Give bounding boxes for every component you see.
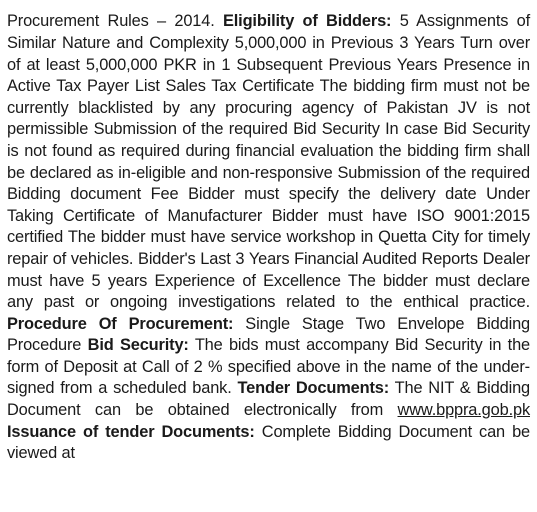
tender-documents-text: The NIT & Bidding Document can be obtained electronically from bbox=[7, 379, 531, 420]
tender-documents-heading: Tender Documents: bbox=[237, 379, 390, 398]
bid-security-text: The bids must accompany Bid Security in the form of Deposit at Call of 2 % specified above in the name of the under-signed from a scheduled bank. bbox=[7, 336, 530, 398]
bid-security-heading: Bid Security: bbox=[87, 336, 189, 355]
issuance-heading: Issuance of tender Documents: bbox=[7, 422, 255, 441]
rules-text: Procurement Rules – 2014. bbox=[7, 12, 215, 31]
notice-paragraph bbox=[7, 11, 530, 464]
issuance-text: Complete Bidding Document can be viewed at bbox=[7, 422, 531, 463]
procedure-heading: Procedure Of Procurement: bbox=[7, 314, 234, 333]
eligibility-heading: Eligibility of Bidders: bbox=[222, 12, 392, 31]
eligibility-text: 5 Assignments of Similar Nature and Complexity 5,000,000 in Previous 3 Years Turn over of at least 5,000,000 PKR in 1 Subsequent Previous Years Presence in Active Tax Payer List Sales Tax Certificate The bidding firm must not be currently blacklisted by any procuring agency of Pakistan JV is not permissible Submission of the required Bid Security In case Bid Security is not found as required during financial evaluation the bidding firm shall be declared as in-eligible and non-responsive Submission of the required Bidding document Fee Bidder must specify the delivery date Under Taking Certificate of Manufacturer Bidder must have ISO 9001:2015 certified The bidder must have service workshop in Quetta City for timely repair of vehicles. Bidder's Last 3 Years Financial Audited Reports Dealer must have 5 years Experience of Excellence The bidder must declare any past or ongoing investigations related to the enthical practice. bbox=[7, 12, 531, 312]
procedure-text: Single Stage Two Envelope Bidding Procedure bbox=[7, 314, 530, 355]
website-link[interactable]: www.bppra.gob.pk bbox=[397, 401, 530, 420]
